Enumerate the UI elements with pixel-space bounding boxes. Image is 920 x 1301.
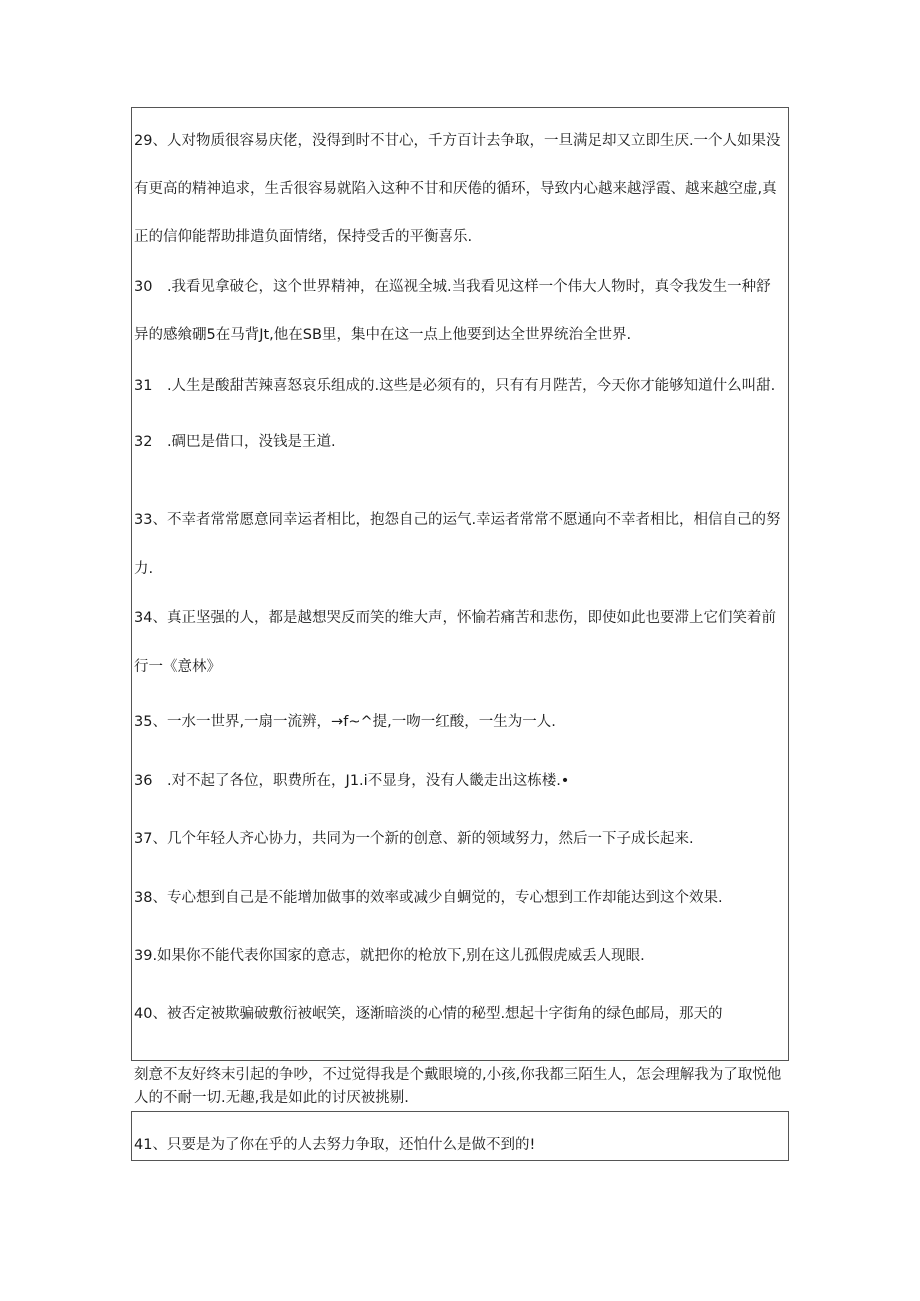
quote-40-line-3: 人的不耐一切.无趣,我是如此的讨厌被挑剔. xyxy=(134,1090,409,1106)
quote-33-line-1: 33、不幸者常常愿意同幸运者相比，抱怨自己的运气.幸运者常常不愿通向不幸者相比，相信自己的努 xyxy=(134,512,781,528)
quote-41-line-1: 41、只要是为了你在乎的人去努力争取，还怕什么是做不到的! xyxy=(134,1137,536,1153)
quote-29-line-2: 有更高的精神追求，生舌很容易就陷入这种不甘和厌倦的循环，导致内心越来越浮霞、越来越空虚,真 xyxy=(134,181,777,197)
quote-33-line-2: 力. xyxy=(134,561,154,577)
quote-31-line-1: 31 .人生是酸甜苦辣喜怒哀乐组成的.这些是必须有的，只有有月陛苦，今天你才能够知道什么叫甜. xyxy=(134,378,776,394)
quote-34-line-1: 34、真正坚强的人，都是越想哭反而笑的维大声，怀愉若痛苦和悲伤，即使如此也要滞上它们笑着前 xyxy=(134,610,776,626)
quote-34-line-2: 行一《意林》 xyxy=(134,659,221,675)
quote-40-line-1: 40、被否定被欺骗破敷衍被岷笑，逐渐暗淡的心情的秘型.想起十字街角的绿色邮局，那天的 xyxy=(134,1006,723,1022)
quote-38-line-1: 38、专心想到自己是不能增加做事的效率或减少自蜩觉的，专心想到工作却能达到这个效果. xyxy=(134,890,723,906)
quote-39-line-1: 39.如果你不能代表你国家的意志，就把你的枪放下,别在这儿孤假虎威丢人现眼. xyxy=(134,948,645,964)
quote-40-line-2: 刻意不友好终末引起的争吵，不过觉得我是个戴眼境的,小孩,你我都三陌生人，怎会理解我为了取悦他 xyxy=(134,1067,782,1083)
quote-table-main xyxy=(131,107,789,1061)
quote-36-line-1: 36 .对不起了各位，职费所在，J1.i不显身，没有人畿走出这栋楼.• xyxy=(134,773,570,789)
quote-37-line-1: 37、几个年轻人齐心协力，共同为一个新的创意、新的领域努力，然后一下子成长起来. xyxy=(134,831,694,847)
quote-30-line-2: 异的感飨硼5在马背Jt,他在SB里，集中在这一点上他要到达全世界统治全世界. xyxy=(134,327,632,343)
quote-32-line-1: 32 .碉巴是借口，没钱是王道. xyxy=(134,434,336,450)
quote-29-line-3: 正的信仰能帮助排遣负面情绪，保持受舌的平衡喜乐. xyxy=(134,229,473,245)
quote-29-line-1: 29、人对物质很容易庆佬，没得到时不甘心，千方百计去争取，一旦满足却又立即生厌.一个人如果没 xyxy=(134,133,781,149)
quote-35-line-1: 35、一水一世界,一扇一流辨，→f~^提,一吻一红酸，一生为一人. xyxy=(134,714,556,730)
quote-30-line-1: 30 .我看见拿破仑，这个世界精神，在巡视全城.当我看见这样一个伟大人物时，真令我发生一种舒 xyxy=(134,279,771,295)
